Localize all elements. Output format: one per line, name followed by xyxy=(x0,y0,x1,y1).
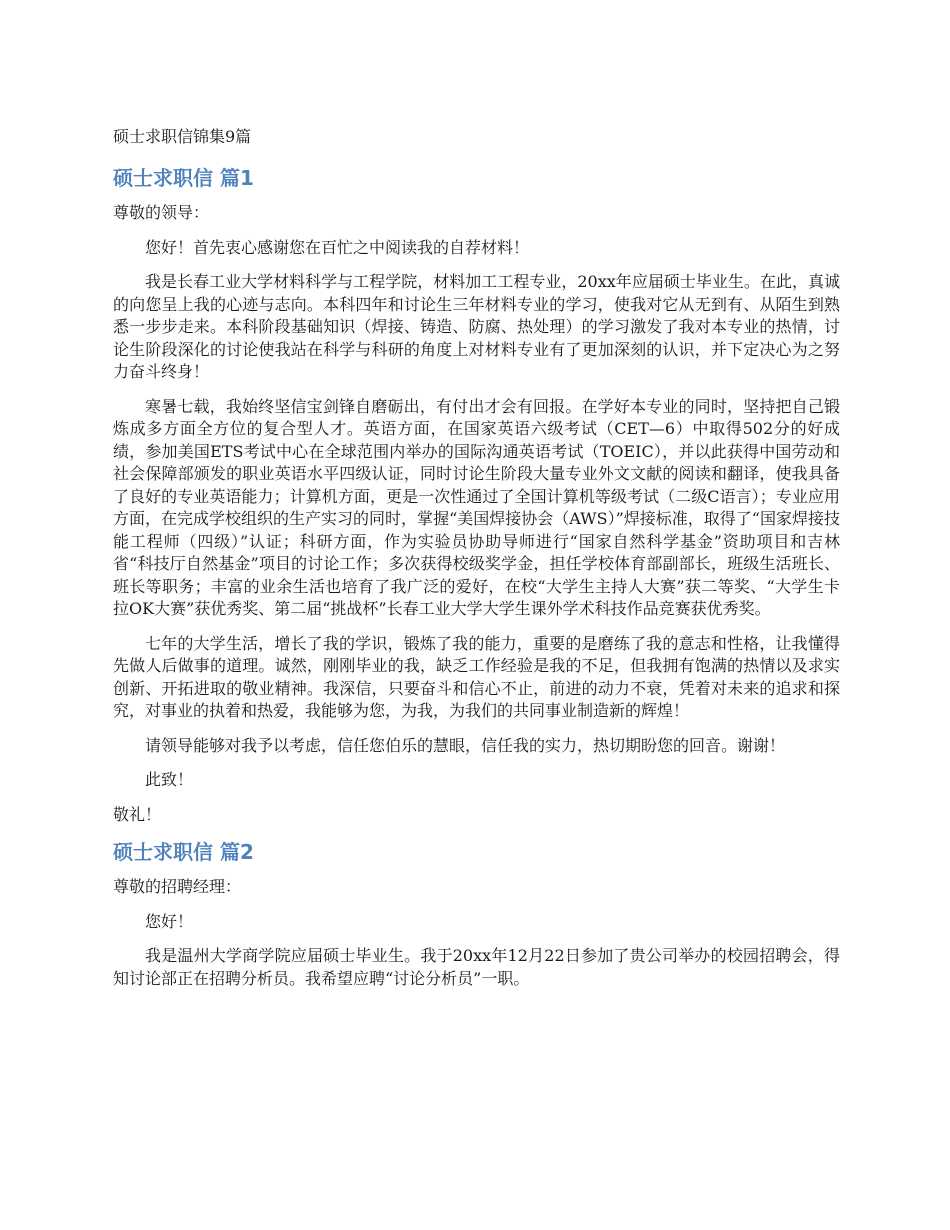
salutation: 尊敬的领导： xyxy=(113,203,210,222)
document-title: 硕士求职信锦集9篇 xyxy=(113,127,252,146)
paragraph: 您好！ xyxy=(145,911,194,931)
closing: 敬礼！ xyxy=(113,804,162,824)
paragraph: 寒暑七载，我始终坚信宝剑锋自磨砺出，有付出才会有回报。在学好本专业的同时，坚持把自己锻炼成多方面全方位的复合型人才。英语方面，在国家英语六级考试（CET—6）中取得502分的好成绩，参加美国ETS考试中心在全球范围内举办的国际沟通英语考试（TOEIC），并以此获得中国劳动和社会保障部颁发的职业英语水平四级认证，同时讨论生阶段大量专业外文文献的阅读和翻译，使我具备了良好的专业英语能力；计算机方面，更是一次性通过了全国计算机等级考试（二级C语言）；专业应用方面，在完成学校组织的生产实习的同时，掌握“美国焊接协会（AWS）”焊接标准，取得了“国家焊接技能工程师（四级）”认证；科研方面，作为实验员协助导师进行“国家自然科学基金”资助项目和吉林省“科技厅自然基金”项目的讨论工作；多次获得校级奖学金，担任学校体育部副部长，班级生活班长、班长等职务；丰富的业余生活也培育了我广泛的爱好，在校“大学生主持人大赛”获二等奖、“大学生卡拉OK大赛”获优秀奖、第二届“挑战杯”长春工业大学大学生课外学术科技作品竞赛获优秀奖。 xyxy=(113,396,840,618)
section-2 xyxy=(113,838,840,990)
paragraph: 请领导能够对我予以考虑，信任您伯乐的慧眼，信任我的实力，热切期盼您的回音。谢谢！ xyxy=(145,735,786,755)
document-page xyxy=(113,124,840,1002)
section-heading: 硕士求职信 篇1 xyxy=(113,166,254,190)
paragraph: 我是温州大学商学院应届硕士毕业生。我于20xx年12月22日参加了贵公司举办的校园招聘会，得知讨论部正在招聘分析员。我希望应聘“讨论分析员”一职。 xyxy=(113,946,840,988)
section-1 xyxy=(113,164,840,826)
salutation: 尊敬的招聘经理： xyxy=(113,877,242,896)
paragraph: 我是长春工业大学材料科学与工程学院，材料加工工程专业，20xx年应届硕士毕业生。在此，真诚的向您呈上我的心迹与志向。本科四年和讨论生三年材料专业的学习，使我对它从无到有、从陌生到熟悉一步步走来。本科阶段基础知识（焊接、铸造、防腐、热处理）的学习激发了我对本专业的热情，讨论生阶段深化的讨论使我站在科学与科研的角度上对材料专业有了更加深刻的认识，并下定决心为之努力奋斗终身！ xyxy=(113,272,840,381)
paragraph: 您好！首先衷心感谢您在百忙之中阅读我的自荐材料！ xyxy=(145,237,530,257)
paragraph: 此致！ xyxy=(145,770,194,789)
paragraph: 七年的大学生活，增长了我的学识，锻炼了我的能力，重要的是磨练了我的意志和性格，让我懂得先做人后做事的道理。诚然，刚刚毕业的我，缺乏工作经验是我的不足，但我拥有饱满的热情以及求实创新、开拓进取的敬业精神。我深信，只要奋斗和信心不止，前进的动力不衰，凭着对未来的追求和探究，对事业的执着和热爱，我能够为您，为我，为我们的共同事业制造新的辉煌！ xyxy=(113,633,840,720)
section-heading: 硕士求职信 篇2 xyxy=(113,840,254,864)
